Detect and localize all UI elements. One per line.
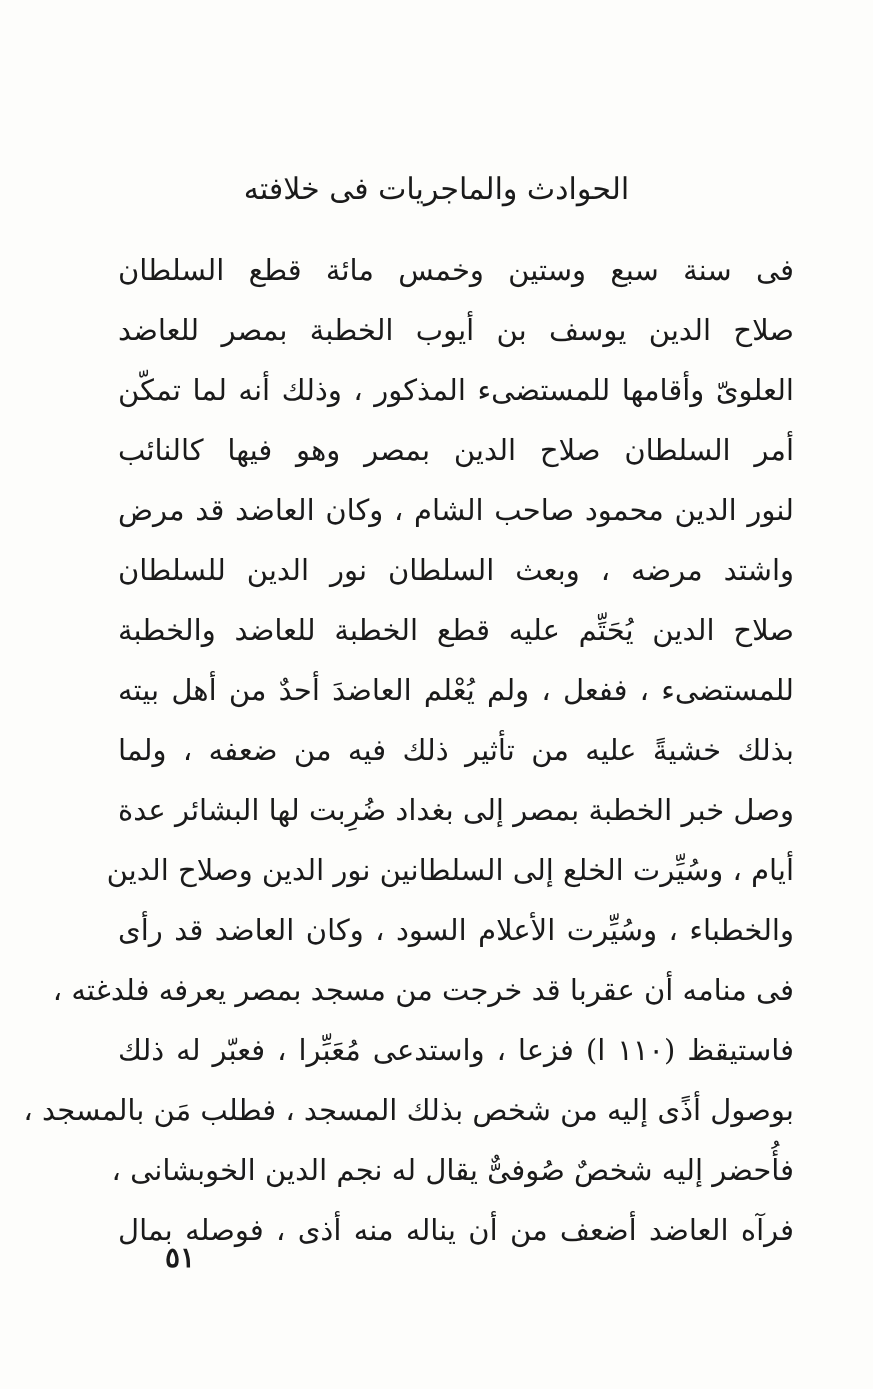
- text-line: للمستضىء ، ففعل ، ولم يُعْلم العاضدَ أحدٌ من أهل بيته: [118, 673, 794, 707]
- text-line: فاستيقظ (١١٠ ا) فزعا ، واستدعى مُعَبِّرا ، فعبّر له ذلك: [118, 1033, 794, 1067]
- body-text: [23, 240, 794, 1260]
- text-line: صلاح الدين يوسف بن أيوب الخطبة بمصر للعاضد: [118, 313, 794, 347]
- text-line: فأُحضر إليه شخصٌ صُوفىٌّ يقال له نجم الدين الخوبشانى ،: [111, 1153, 794, 1187]
- text-line: بوصول أذًى إليه من شخص بذلك المسجد ، فطلب مَن بالمسجد ،: [23, 1093, 794, 1127]
- text-line: أيام ، وسُيِّرت الخلع إلى السلطانين نور الدين وصلاح الدين: [106, 853, 794, 887]
- text-line: واشتد مرضه ، وبعث السلطان نور الدين للسلطان: [118, 553, 794, 587]
- text-line: لنور الدين محمود صاحب الشام ، وكان العاضد قد مرض: [118, 493, 794, 527]
- text-line: العلوىّ وأقامها للمستضىء المذكور ، وذلك أنه لما تمكّن: [118, 373, 794, 407]
- page-number: ٥١: [164, 1241, 196, 1274]
- text-line: فرآه العاضد أضعف من أن يناله منه أذى ، فوصله بمال: [118, 1213, 794, 1247]
- text-line: وصل خبر الخطبة بمصر إلى بغداد ضُرِبت لها البشائر عدة: [118, 793, 794, 827]
- text-line: أمر السلطان صلاح الدين بمصر وهو فيها كالنائب: [118, 433, 794, 467]
- text-line: فى منامه أن عقربا قد خرجت من مسجد بمصر يعرفه فلدغته ،: [52, 973, 794, 1007]
- text-line: بذلك خشيةً عليه من تأثير ذلك فيه من ضعفه ، ولما: [118, 733, 794, 767]
- text-line: فى سنة سبع وستين وخمس مائة قطع السلطان: [118, 253, 794, 287]
- chapter-heading: الحوادث والماجريات فى خلافته: [243, 172, 630, 207]
- text-line: صلاح الدين يُحَتِّم عليه قطع الخطبة للعاضد والخطبة: [118, 613, 794, 647]
- text-line: والخطباء ، وسُيِّرت الأعلام السود ، وكان العاضد قد رأى: [118, 913, 794, 947]
